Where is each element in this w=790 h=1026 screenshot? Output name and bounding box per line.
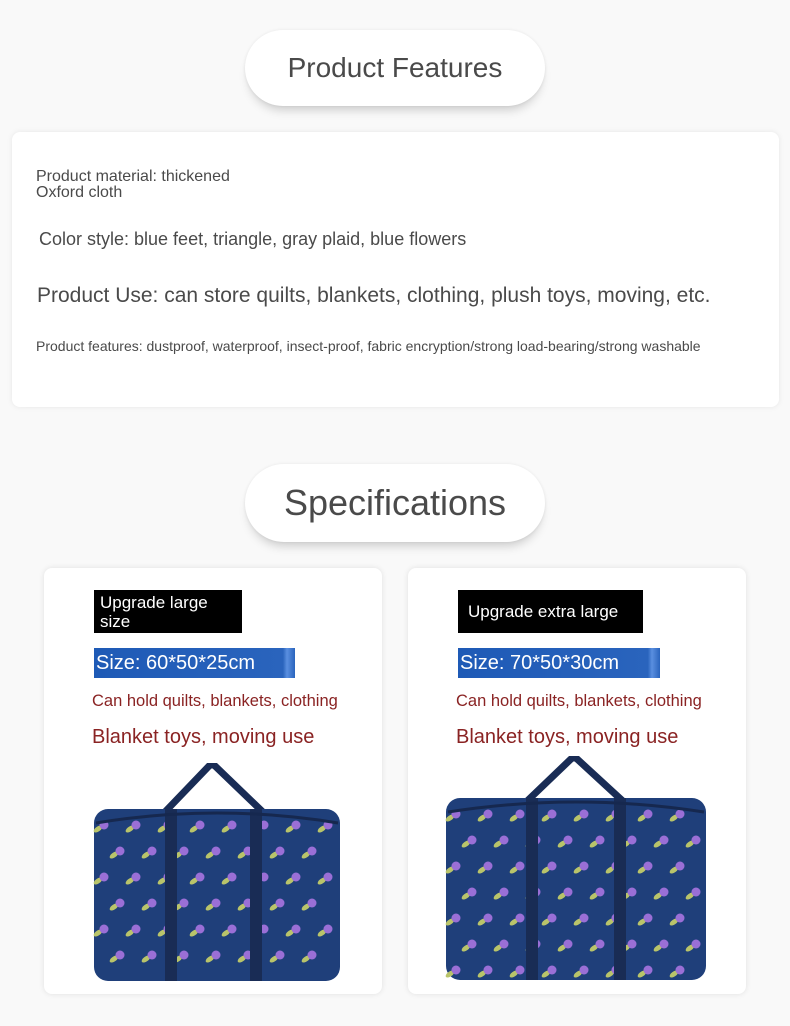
capacity-text: Can hold quilts, blankets, clothing	[456, 692, 702, 710]
features-heading-text: Product Features	[287, 52, 503, 83]
storage-bag-image	[92, 763, 342, 983]
storage-bag-image	[444, 756, 708, 982]
feature-material: Product material: thickened Oxford cloth	[36, 168, 230, 201]
features-heading	[245, 30, 545, 106]
size-badge: Upgrade extra large	[458, 590, 643, 633]
size-badge: Upgrade large size	[94, 590, 242, 633]
feature-properties: Product features: dustproof, waterproof, insect-proof, fabric encryption/strong load-bearing/strong washable	[36, 338, 701, 354]
spec-card-large	[44, 568, 382, 994]
specifications-heading	[245, 464, 545, 542]
feature-color-style: Color style: blue feet, triangle, gray plaid, blue flowers	[39, 229, 467, 249]
spec-card-extra-large	[408, 568, 746, 994]
specifications-heading-text: Specifications	[283, 482, 507, 523]
usage-text: Blanket toys, moving use	[456, 726, 679, 748]
size-dimensions: Size: 70*50*30cm	[458, 648, 660, 678]
size-dimensions: Size: 60*50*25cm	[94, 648, 295, 678]
feature-use: Product Use: can store quilts, blankets, clothing, plush toys, moving, etc.	[37, 284, 711, 307]
usage-text: Blanket toys, moving use	[92, 726, 315, 748]
capacity-text: Can hold quilts, blankets, clothing	[92, 692, 338, 710]
features-card	[12, 132, 779, 407]
